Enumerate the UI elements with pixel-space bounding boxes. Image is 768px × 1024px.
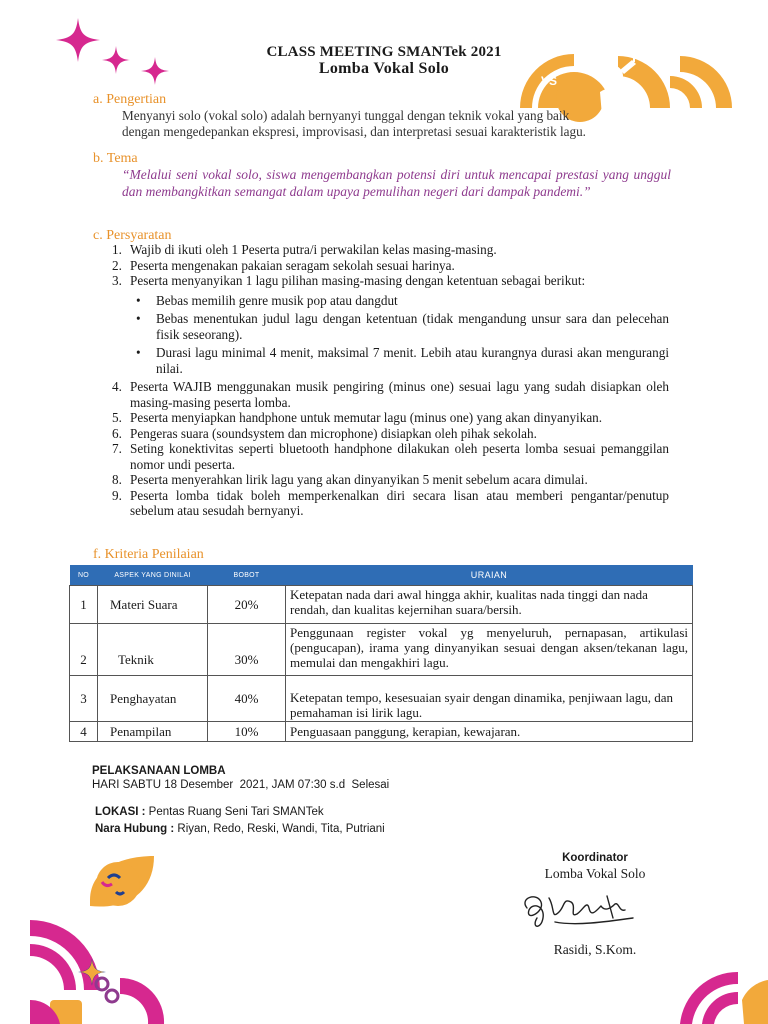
cell-uraian: Penggunaan register vokal yg menyeluruh, pernapasan, artikulasi (pengucapan), irama yang dinyanyikan sesuai dengan aksen/tekanan lagu, memulai dan mengakhiri lagu. <box>286 624 693 676</box>
table-header-row <box>70 565 693 586</box>
kontak-label: Nara Hubung : <box>95 823 175 835</box>
decorative-arcs-icon <box>660 970 768 1024</box>
list-item <box>130 345 669 376</box>
logo-text: VS <box>541 74 558 88</box>
item-number: 7. <box>112 441 122 456</box>
list-item <box>112 472 669 488</box>
persyaratan-list <box>112 242 669 519</box>
cell-uraian: Ketepatan tempo, kesesuaian syair dengan dinamika, penjiwaan lagu, dan pemahaman isi lirik lagu. <box>286 676 693 722</box>
pengertian-line-2: dengan mengedepankan ekspresi, improvisasi, dan interpretasi sesuai karakteristik lagu. <box>122 124 586 139</box>
cell-aspek: Penghayatan <box>98 676 208 722</box>
section-heading-persyaratan: c. Persyaratan <box>93 228 172 243</box>
list-item <box>112 410 669 426</box>
item-text: Seting konektivitas seperti bluetooth handphone dilakukan oleh peserta lomba sesuai pemanggilan nomor undi peserta. <box>130 441 669 472</box>
column-header-bobot: BOBOT <box>208 565 286 586</box>
cell-bobot: 20% <box>208 586 286 624</box>
item-number: 6. <box>112 425 122 441</box>
item-number: 4. <box>112 379 122 394</box>
cell-aspek: Materi Suara <box>98 586 208 624</box>
item-text: Peserta menyanyikan 1 lagu pilihan masing-masing dengan ketentuan sebagai berikut: <box>130 273 586 288</box>
cell-no: 3 <box>70 676 98 722</box>
cell-no: 2 <box>70 624 98 676</box>
list-item <box>112 441 669 472</box>
item-text: Peserta mengenakan pakaian seragam sekolah sesuai harinya. <box>130 257 455 273</box>
cell-uraian: Penguasaan panggung, kerapian, kewajaran. <box>286 722 693 742</box>
pelaksanaan-heading: PELAKSANAAN LOMBA <box>92 765 226 777</box>
list-item <box>130 293 669 309</box>
item-number: 5. <box>112 410 122 425</box>
cell-no: 4 <box>70 722 98 742</box>
column-header-uraian: URAIAN <box>286 565 693 586</box>
item-text: Peserta menyiapkan handphone untuk memutar lagu (minus one) yang akan dinyanyikan. <box>130 410 603 425</box>
list-item <box>112 273 669 376</box>
item-text: Peserta menyerahkan lirik lagu yang akan dinyanyikan 5 menit sebelum acara dimulai. <box>130 472 588 487</box>
cell-aspek: Teknik <box>98 624 208 676</box>
bullet-icon: • <box>136 345 141 360</box>
koordinator-name: Rasidi, S.Kom. <box>553 942 637 957</box>
item-text: Peserta WAJIB menggunakan musik pengiring (minus one) sesuai lagu yang sudah disiapkan oleh masing-masing peserta lomba. <box>130 379 669 410</box>
pelaksanaan-schedule: HARI SABTU 18 Desember 2021, JAM 07:30 s.d Selesai <box>92 779 390 791</box>
koordinator-event: Lomba Vokal Solo <box>544 866 646 881</box>
page-subtitle: Lomba Vokal Solo <box>318 60 450 77</box>
list-item <box>112 379 669 410</box>
section-heading-tema: b. Tema <box>93 151 138 166</box>
lokasi-value: Pentas Ruang Seni Tari SMANTek <box>145 806 324 818</box>
sub-item-text: Bebas memilih genre musik pop atau dangdut <box>156 292 398 308</box>
list-item <box>112 426 669 442</box>
table-row <box>70 586 693 624</box>
list-item <box>112 242 669 258</box>
item-text: Wajib di ikuti oleh 1 Peserta putra/i perwakilan kelas masing-masing. <box>130 242 497 257</box>
kriteria-table <box>69 565 693 742</box>
cell-bobot: 10% <box>208 722 286 742</box>
item-text: Peserta lomba tidak boleh memperkenalkan diri secara lisan atau memberi pengantar/penutup sebelum atau sesudah bernyanyi. <box>130 487 669 518</box>
tema-quote: “Melalui seni vokal solo, siswa mengembangkan potensi diri untuk mencapai prestasi yang unggul dan membangkitkan semangat dalam upaya pemulihan negeri dari dampak pandemi.” <box>122 167 671 199</box>
cell-aspek: Penampilan <box>98 722 208 742</box>
item-number: 9. <box>112 487 122 503</box>
kontak-line <box>95 823 385 835</box>
table-row <box>70 722 693 742</box>
cell-bobot: 30% <box>208 624 286 676</box>
item-number: 8. <box>112 472 122 487</box>
cell-no: 1 <box>70 586 98 624</box>
item-text: Pengeras suara (soundsystem dan microphone) disiapkan oleh pihak sekolah. <box>130 425 537 441</box>
list-item <box>112 258 669 274</box>
list-item <box>130 311 669 342</box>
kontak-value: Riyan, Redo, Reski, Wandi, Tita, Putriani <box>174 823 385 835</box>
cell-bobot: 40% <box>208 676 286 722</box>
koordinator-label: Koordinator <box>562 852 628 864</box>
list-item <box>112 488 669 519</box>
bullet-icon: • <box>136 292 141 308</box>
pengertian-line-1: Menyanyi solo (vokal solo) adalah bernyanyi tunggal dengan teknik vokal yang baik <box>122 108 570 123</box>
cell-uraian: Ketepatan nada dari awal hingga akhir, kualitas nada tinggi dan nada rendah, dan kualitas kejernihan suara/bersih. <box>286 586 693 624</box>
signature-image <box>515 888 645 938</box>
item-number: 3. <box>112 273 122 288</box>
item-number: 2. <box>112 257 122 273</box>
column-header-aspek: ASPEK YANG DINILAI <box>98 565 208 586</box>
decorative-shapes-icon <box>30 850 190 1024</box>
item-number: 1. <box>112 242 122 257</box>
section-heading-kriteria: f. Kriteria Penilaian <box>93 547 204 562</box>
lokasi-label: LOKASI : <box>95 806 146 818</box>
section-heading-pengertian: a. Pengertian <box>93 92 167 107</box>
sub-item-text: Bebas menentukan judul lagu dengan ketentuan (tidak mengandung unsur sara dan pelecehan fisik seseorang). <box>156 311 669 342</box>
ketentuan-sublist <box>130 293 669 377</box>
column-header-no: NO <box>70 565 98 586</box>
bullet-icon: • <box>136 311 141 326</box>
lokasi-line <box>95 806 324 818</box>
table-row <box>70 624 693 676</box>
table-row <box>70 676 693 722</box>
sub-item-text: Durasi lagu minimal 4 menit, maksimal 7 menit. Lebih atau kurangnya durasi akan mengurangi nilai. <box>156 345 669 376</box>
page-title: CLASS MEETING SMANTek 2021 <box>266 44 502 60</box>
